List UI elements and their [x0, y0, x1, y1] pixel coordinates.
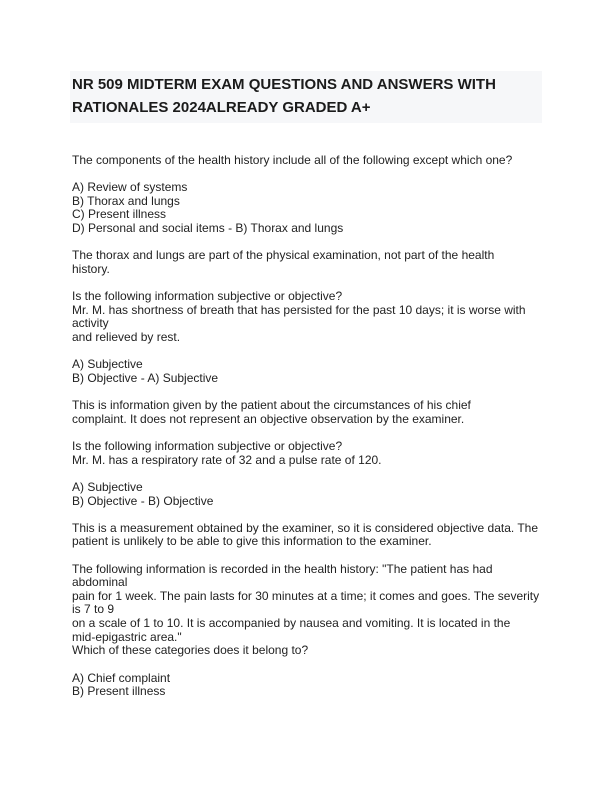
- text-line: is 7 to 9: [72, 602, 115, 617]
- paragraph-gap: [72, 658, 542, 672]
- text-line: on a scale of 1 to 10. It is accompanied by nausea and vomiting. It is located in the: [72, 616, 511, 631]
- text-line: B) Thorax and lungs: [72, 193, 180, 208]
- document-body: [72, 154, 542, 699]
- paragraph-gap: [72, 277, 542, 291]
- text-line: Is the following information subjective or objective?: [72, 439, 343, 454]
- paragraph: [72, 563, 542, 658]
- text-line: The thorax and lungs are part of the physical examination, not part of the health: [72, 248, 495, 263]
- paragraph: [72, 358, 542, 385]
- paragraph-gap: [72, 467, 542, 481]
- text-line: Mr. M. has a respiratory rate of 32 and a pulse rate of 120.: [72, 452, 382, 467]
- text-line: A) Subjective: [72, 479, 143, 494]
- document-title: [70, 71, 542, 123]
- text-line: history.: [72, 261, 110, 276]
- paragraph: [72, 522, 542, 549]
- paragraph-gap: [72, 426, 542, 440]
- text-line: This is a measurement obtained by the examiner, so it is considered objective data. The: [72, 520, 539, 535]
- text-line: mid-epigastric area.": [72, 629, 182, 644]
- text-line: abdominal: [72, 575, 128, 590]
- text-line: B) Objective - B) Objective: [72, 493, 214, 508]
- text-line: D) Personal and social items - B) Thorax and lungs: [72, 221, 344, 236]
- text-line: A) Chief complaint: [72, 670, 171, 685]
- text-line: The following information is recorded in the health history: "The patient has had: [72, 561, 493, 576]
- text-line: and relieved by rest.: [72, 330, 181, 344]
- paragraph: [72, 440, 542, 467]
- text-line: activity: [72, 316, 109, 331]
- text-line: A) Subjective: [72, 357, 143, 372]
- paragraph-gap: [72, 345, 542, 359]
- paragraph: [72, 181, 542, 235]
- text-line: Which of these categories does it belong to?: [72, 643, 309, 658]
- paragraph-gap: [72, 385, 542, 399]
- text-line: C) Present illness: [72, 207, 167, 222]
- paragraph: [72, 154, 542, 168]
- title-line-1: NR 509 MIDTERM EXAM QUESTIONS AND ANSWERS WITH: [72, 76, 496, 93]
- text-line: This is information given by the patient about the circumstances of his chief: [72, 398, 471, 413]
- text-line: The components of the health history include all of the following except which one?: [72, 153, 513, 167]
- text-line: Mr. M. has shortness of breath that has persisted for the past 10 days; it is worse with: [72, 302, 526, 317]
- paragraph-gap: [72, 168, 542, 182]
- text-line: pain for 1 week. The pain lasts for 30 minutes at a time; it comes and goes. The severity: [72, 588, 540, 603]
- text-line: A) Review of systems: [72, 180, 188, 195]
- text-line: Is the following information subjective or objective?: [72, 289, 343, 304]
- text-line: complaint. It does not represent an objective observation by the examiner.: [72, 411, 465, 426]
- paragraph-gap: [72, 508, 542, 522]
- text-line: patient is unlikely to be able to give this information to the examiner.: [72, 534, 432, 549]
- text-line: B) Objective - A) Subjective: [72, 370, 219, 385]
- paragraph: [72, 481, 542, 508]
- paragraph: [72, 672, 542, 699]
- paragraph: [72, 249, 542, 276]
- paragraph: [72, 290, 542, 344]
- paragraph-gap: [72, 549, 542, 563]
- paragraph-gap: [72, 236, 542, 250]
- text-line: B) Present illness: [72, 684, 166, 699]
- paragraph: [72, 399, 542, 426]
- title-line-2: RATIONALES 2024ALREADY GRADED A+: [72, 99, 371, 116]
